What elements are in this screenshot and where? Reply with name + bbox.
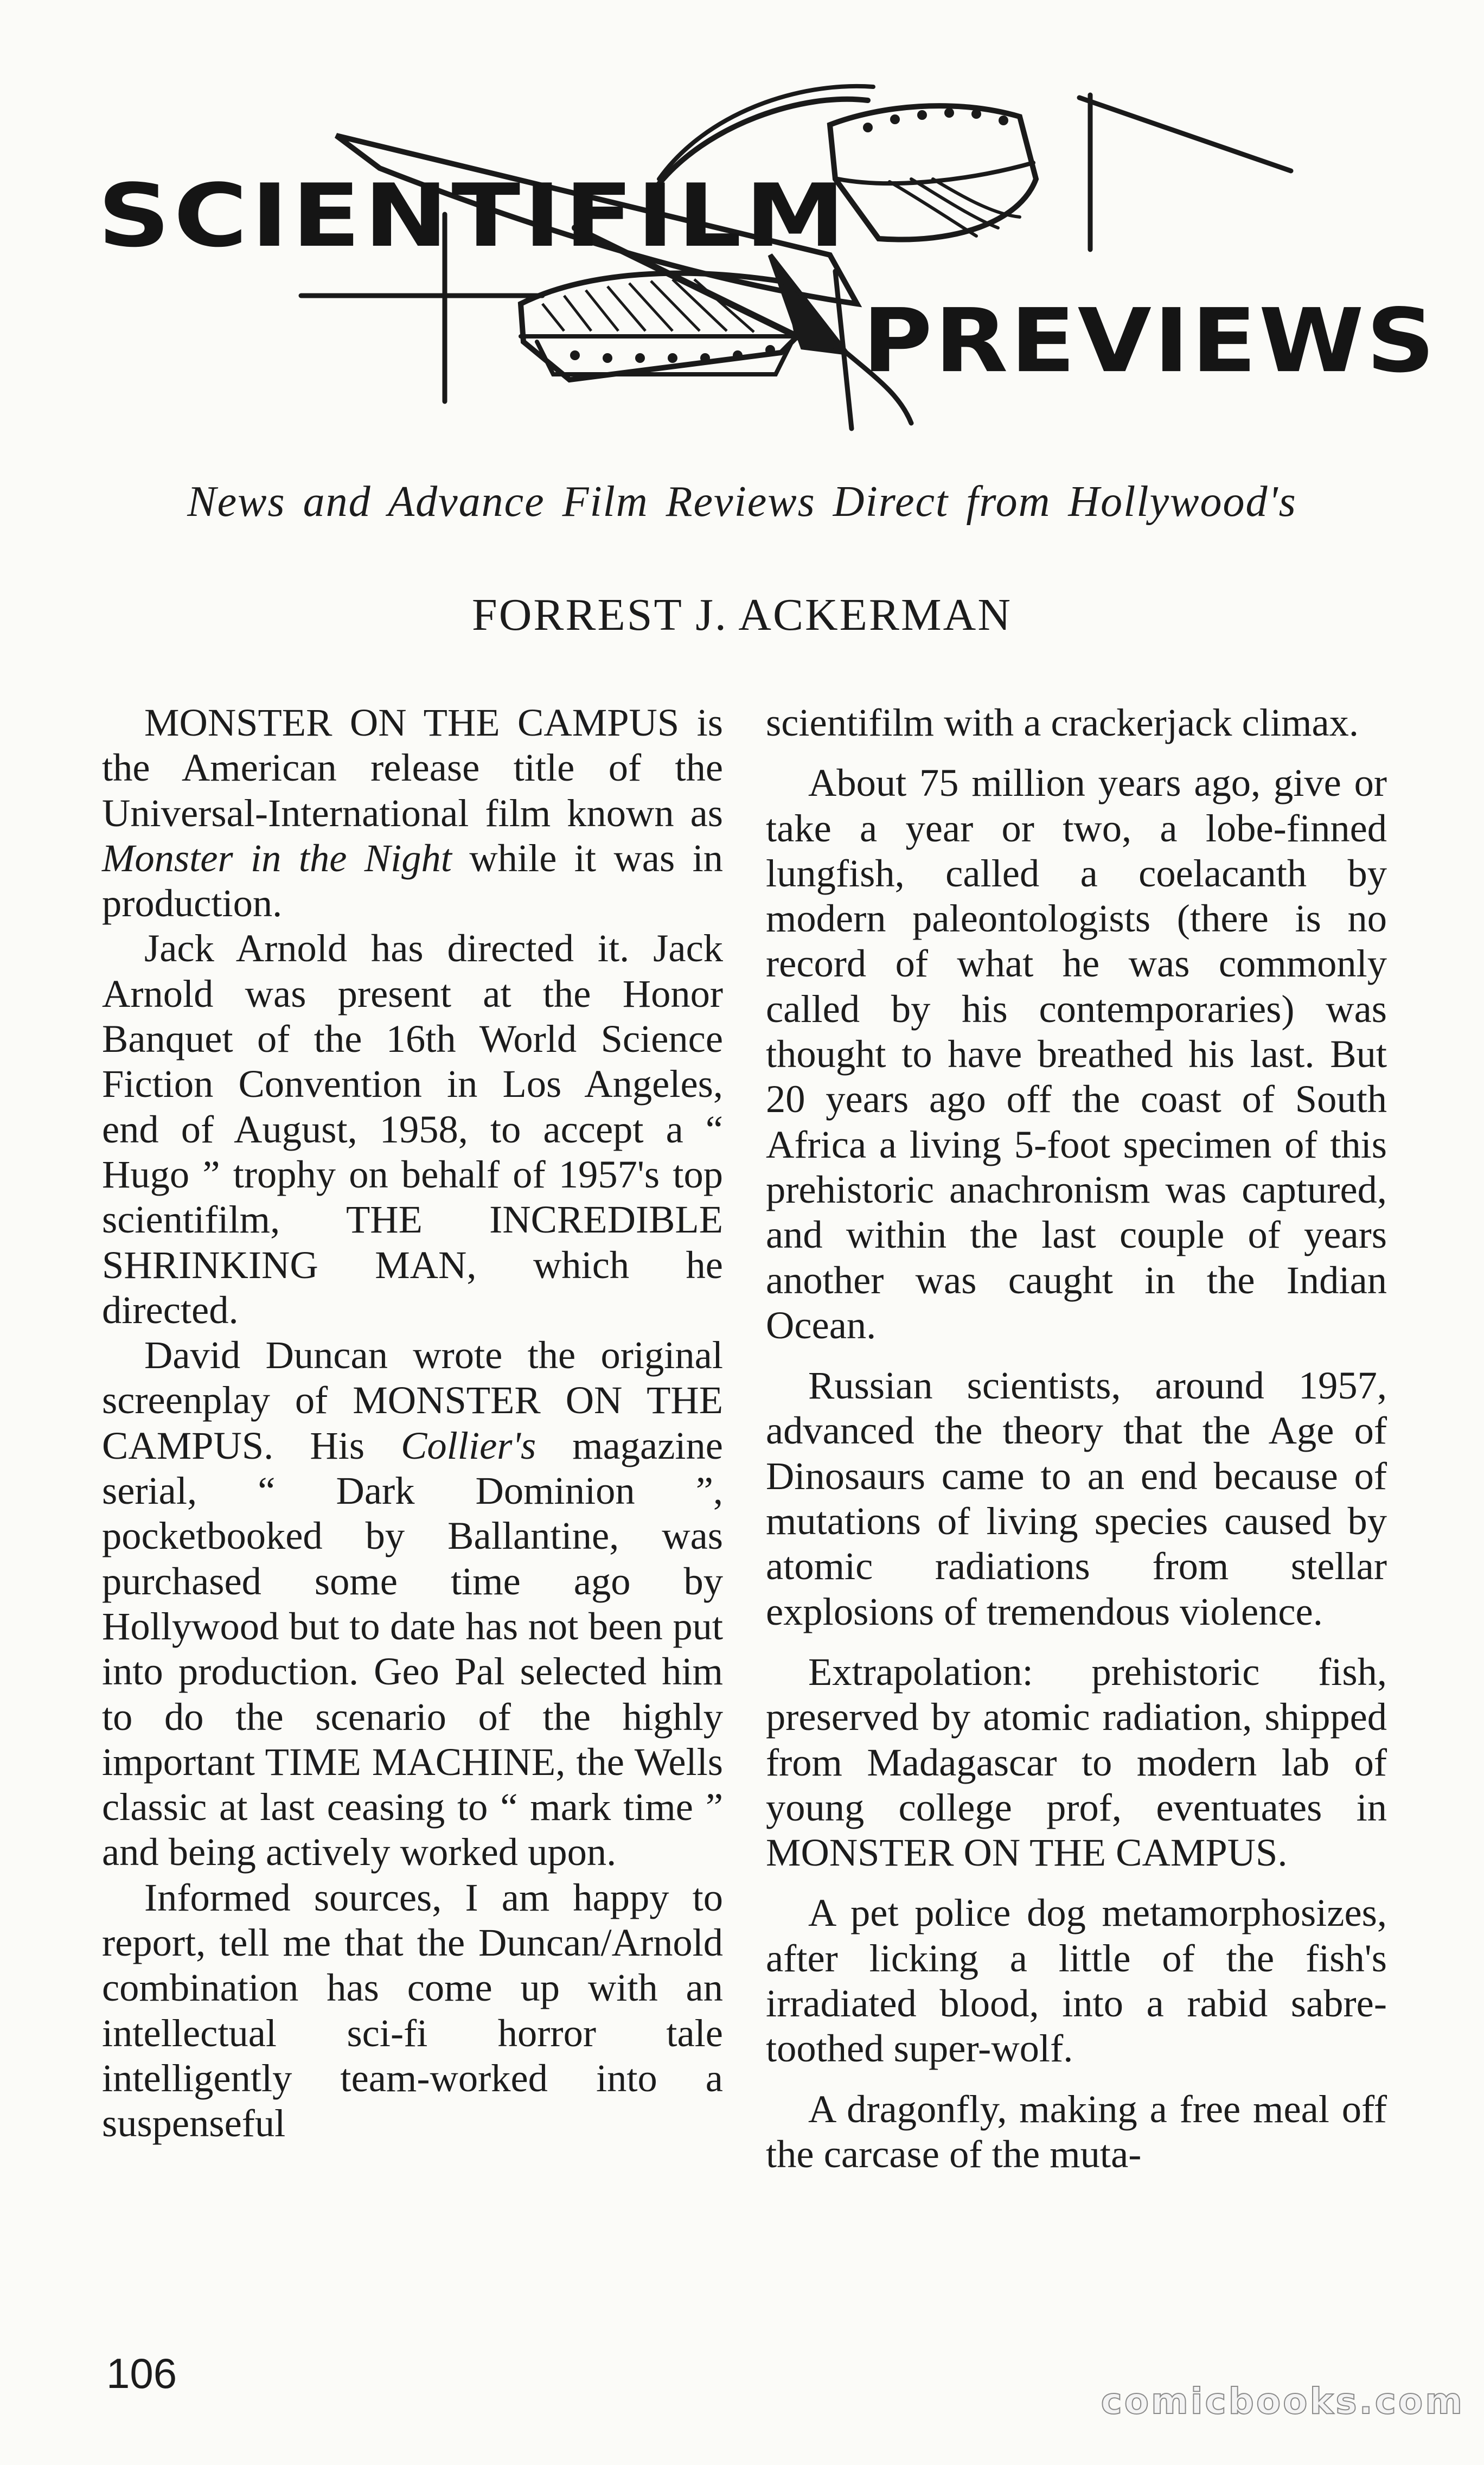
text-run: MONSTER ON THE CAMPUS is the American release title of the Universal-International film known as <box>102 700 723 835</box>
paragraph: Jack Arnold has directed it. Jack Arnold was present at the Honor Banquet of the 16th World Science Fiction Convention in Los Angeles, end of August, 1958, to accept a “ Hugo ” trophy on behalf of 1957's top scientifilm, THE INCREDIBLE SHRINKING MAN, which he directed. <box>102 926 723 1332</box>
paragraph: Extrapolation: prehistoric fish, preserved by atomic radiation, shipped from Madagascar to modern lab of young college prof, eventuates in MONSTER ON THE CAMPUS. <box>766 1649 1387 1875</box>
paragraph: Russian scientists, around 1957, advanced the theory that the Age of Dinosaurs came to an end because of mutations of living species caused by atomic radiations from stellar explosions of tremendous violence. <box>766 1363 1387 1633</box>
film-title-italic: Monster in the Night <box>102 835 452 880</box>
paragraph: About 75 million years ago, give or take a year or two, a lobe-finned lungfish, called a coelacanth by modern paleontologists (there is no record of what he was commonly called by his contemporaries) was thought to have breathed his last. But 20 years ago off the coast of South Africa a living 5-foot specimen of this prehistoric anachronism was captured, and within the last couple of years another was caught in the Indian Ocean. <box>766 761 1387 1347</box>
right-column <box>766 700 1387 2176</box>
text-run: magazine serial, “ Dark Dominion ”, pocketbooked by Ballantine, was purchased some time ago by Hollywood but to date has not been put into production. Geo Pal selected him to do the scenario of the highly important TIME MACHINE, the Wells classic at last ceasing to “ mark time ” and being actively worked upon. <box>102 1423 723 1874</box>
left-column <box>102 700 723 2146</box>
paragraph: A dragonfly, making a free meal off the carcase of the muta- <box>766 2086 1387 2176</box>
site-watermark: comicbooks.com <box>1101 2380 1464 2422</box>
page-number: 106 <box>106 2349 177 2397</box>
magazine-title-italic: Collier's <box>401 1423 536 1467</box>
paragraph: A pet police dog metamorphosizes, after licking a little of the fish's irradiated blood, into a rabid sabre-toothed super-wolf. <box>766 1891 1387 2071</box>
logo-word-previews: PREVIEWS <box>862 290 1437 392</box>
paragraph <box>102 1332 723 1875</box>
text-run: while it was in production. <box>102 835 723 925</box>
paragraph <box>102 700 723 925</box>
column-subtitle: News and Advance Film Reviews Direct from Hollywood's <box>187 478 1297 526</box>
text-run: David Duncan wrote the original screenplay of MONSTER ON THE CAMPUS. His <box>102 1333 723 1467</box>
masthead <box>0 0 1484 450</box>
logo-word-scientifilm: SCIENTIFILM <box>98 165 849 266</box>
paragraph: scientifilm with a crackerjack climax. <box>766 700 1359 744</box>
paragraph: Informed sources, I am happy to report, tell me that the Duncan/Arnold combination has come up with an intellectual sci-fi horror tale intelligently team-worked into a suspenseful <box>102 1875 723 2145</box>
author-byline: FORREST J. ACKERMAN <box>471 590 1012 640</box>
